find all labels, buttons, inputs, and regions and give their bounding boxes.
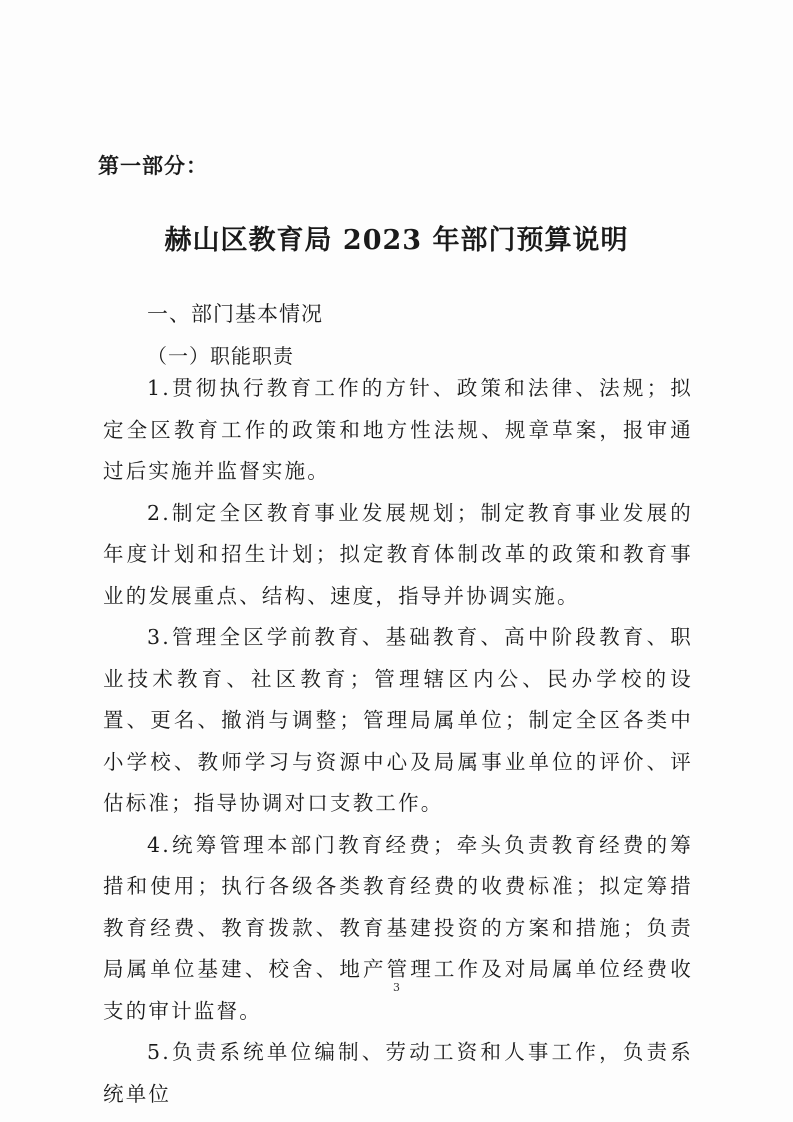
body-text: [103, 368, 693, 1115]
page-number: 3: [393, 981, 400, 994]
document-title: 赫山区教育局 2023 年部门预算说明: [164, 225, 629, 256]
paragraph-4: 4.统筹管理本部门教育经费；牵头负责教育经费的筹措和使用；执行各级各类教育经费的收费标准；拟定筹措教育经费、教育拨款、教育基建投资的方案和措施；负责局属单位基建、校舍、地产管理工作及对局属单位经费收支的审计监督。: [103, 832, 693, 1023]
part-label: 第一部分：: [98, 154, 208, 178]
section-heading: 一、部门基本情况: [147, 302, 323, 326]
paragraph-3: 3.管理全区学前教育、基础教育、高中阶段教育、职业技术教育、社区教育；管理辖区内公、民办学校的设置、更名、撤消与调整；管理局属单位；制定全区各类中小学校、教师学习与资源中心及局属事业单位的评价、评估标准；指导协调对口支教工作。: [103, 625, 693, 815]
paragraph-5: 5.负责系统单位编制、劳动工资和人事工作，负责系统单位: [103, 1040, 693, 1106]
paragraph-1: 1.贯彻执行教育工作的方针、政策和法律、法规；拟定全区教育工作的政策和地方性法规、规章草案，报审通过后实施并监督实施。: [103, 376, 693, 483]
subsection-heading: （一）职能职责: [147, 344, 294, 368]
paragraph-2: 2.制定全区教育事业发展规划；制定教育事业发展的年度计划和招生计划；拟定教育体制改革的政策和教育事业的发展重点、结构、速度，指导并协调实施。: [103, 500, 693, 608]
